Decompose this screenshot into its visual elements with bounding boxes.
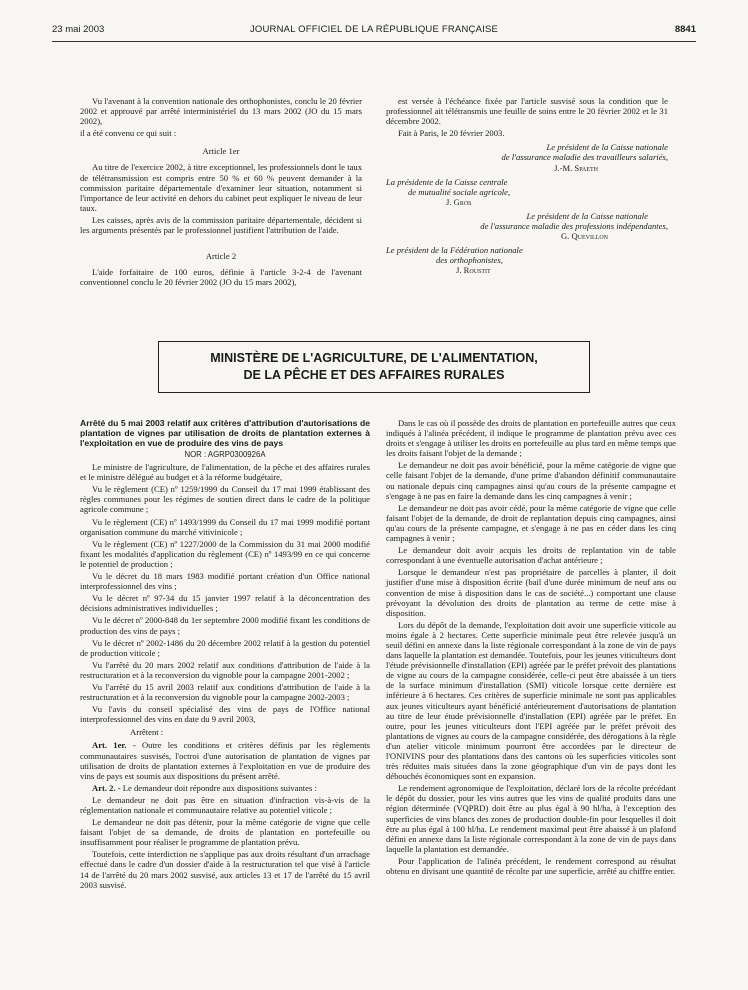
paragraph: Vu le décret nº 2000-848 du 1er septembre 2000 modifié fixant les conditions de production des vins de pays ; — [80, 615, 370, 636]
paragraph: Dans le cas où il possède des droits de plantation en portefeuille autres que ceux indiqués à l'alinéa précédent, il indique le programme de plantation prévu avec ces droits et s'engage à utiliser les droits en portefeuille au plus tard en même temps que les droits faisant l'objet de la demande ; — [386, 418, 676, 459]
paragraph: Le rendement agronomique de l'exploitation, déclaré lors de la récolte précédant le dépôt du dossier, pour les vins autres que les vins de qualité produits dans une région déterminée (VQPRD) doit être au plus égal à 90 hl/ha, à l'exception des superficies de vins blancs des zones de production double-fin pour lesquelles il doit être au plus égal à 100 hl/ha. Le rendement maximal peut être abaissé à un plafond défini en annexe dans la liste régionale correspondant à la zone de vin de pays dans laquelle la plantation est demandée. — [386, 783, 676, 854]
paragraph: Toutefois, cette interdiction ne s'applique pas aux droits résultant d'un arrachage effectué dans le cadre d'un dossier d'aide à la restructuration tel que visé à l'article 14 de l'arrêté du 20 mars 2002 susvisé, aux articles 13 et 17 de l'arrêté du 15 avril 2003 susvisé. — [80, 849, 370, 890]
article-1-title: Article 1er — [202, 146, 240, 157]
journal-title: JOURNAL OFFICIEL DE LA RÉPUBLIQUE FRANÇAISE — [249, 24, 499, 35]
ministry-heading-box — [158, 341, 590, 393]
article-1-label: Art. 1er. - — [92, 740, 136, 751]
page-number: 8841 — [674, 24, 696, 35]
bottom-left-column — [80, 418, 370, 892]
paragraph: L'aide forfaitaire de 100 euros, définie à l'article 3-2-4 de l'avenant conventionnel conclu le 20 février 2002 (JO du 15 mars 2002), — [80, 267, 362, 288]
paragraph: Le demandeur doit avoir acquis les droits de replantation vin de table correspondant à une éventuelle autorisation d'achat antérieure ; — [386, 545, 676, 566]
arretent: Arrêtent : — [130, 727, 164, 738]
paragraph: Les caisses, après avis de la commission paritaire départementale, décident si les arguments présentés par le professionnel justifient l'attribution de l'aide. — [80, 214, 362, 236]
paragraph: Vu le règlement (CE) nº 1227/2000 de la Commission du 31 mai 2000 modifié fixant les modalités d'application du règlement (CE) nº 1493/99 en ce qui concerne le potentiel de production ; — [80, 538, 370, 569]
paragraph: Au titre de l'exercice 2002, à titre exceptionnel, les professionnels dont le taux de télétransmission est compris entre 50 % et 60 % peuvent demander à la commission paritaire départementale d'examiner leur situation, notamment si l'importance de leur activité en dehors du cabinet peut expliquer le niveau de leur taux. — [80, 162, 362, 213]
paragraph: Vu le décret nº 97-34 du 15 janvier 1997 relatif à la déconcentration des décisions administratives individuelles ; — [80, 593, 370, 614]
paragraph: il a été convenu ce qui suit : — [80, 128, 177, 139]
paragraph: Vu le décret du 18 mars 1983 modifié portant création d'un Office national interprofessionnel des vins ; — [80, 571, 370, 592]
paragraph: Pour l'application de l'alinéa précédent, le rendement correspond au résultat obtenu en divisant une quantité de récolte par une superficie, arrêté au chiffre entier. — [386, 855, 676, 877]
paragraph: Vu l'avis du conseil spécialisé des vins de pays de l'Office national interprofessionnel des vins en date du 9 avril 2003, — [80, 704, 370, 725]
arrete-title: Arrêté du 5 mai 2003 relatif aux critères d'attribution d'autorisations de plantation de vignes par utilisation de droits de plantation externes à l'exploitation en vue de produire des vins de pays — [80, 418, 370, 448]
paragraph: Vu le décret nº 2002-1486 du 20 décembre 2002 relatif à la gestion du potentiel de production viticole ; — [80, 637, 370, 658]
header-date: 23 mai 2003 — [52, 24, 105, 35]
top-right-column — [386, 96, 668, 276]
article-1 — [80, 740, 370, 780]
signature-block: Le président de la Caisse nationale de l'assurance maladie des professions indépendantes, G. Quevillon — [480, 210, 668, 242]
paragraph: Vu le règlement (CE) nº 1493/1999 du Conseil du 17 mai 1999 modifié portant organisation commune du marché vitivinicole ; — [80, 516, 370, 537]
paragraph: Le demandeur ne doit pas détenir, pour la même catégorie de vigne que celle faisant l'objet de sa demande, de droits de plantation en portefeuille ou insuffisamment pour réaliser le programme de plantation prévu. — [80, 817, 370, 848]
top-left-column — [80, 96, 362, 289]
nor-reference: NOR : AGRP0300926A — [184, 450, 266, 459]
paragraph: Vu l'arrêté du 15 avril 2003 relatif aux conditions d'attribution de l'aide à la restructuration et à la reconversion du vignoble pour la campagne 2002-2003 ; — [80, 681, 370, 703]
paragraph: Lorsque le demandeur n'est pas propriétaire de parcelles à planter, il doit justifier d'une mise à disposition écrite (bail d'une durée minimum de neuf ans ou convention de mise à disposition dans le cas de société...) comportant une clause prévoyant la dévolution des droits de plantation au terme de cette mise à disposition. — [386, 567, 676, 618]
paragraph: Le demandeur ne doit pas avoir cédé, pour la même catégorie de vigne que celle faisant l'objet de la demande, de droit de replantation depuis cinq campagnes, ainsi qu'au cours de la présente campagne, et s'engage à ne pas en céder dans les cinq campagnes à venir ; — [386, 502, 676, 544]
paragraph: est versée à l'échéance fixée par l'article susvisé sous la condition que le professionnel ait télétransmis une feuille de soins entre le 20 février 2002 et le 31 décembre 2002. — [386, 96, 668, 127]
article-2-title: Article 2 — [205, 251, 237, 262]
paragraph: Vu l'avenant à la convention nationale des orthophonistes, conclu le 20 février 2002 et approuvé par arrêté interministériel du 13 mars 2002 (JO du 15 mars 2002), — [80, 96, 362, 127]
signature-block: La présidente de la Caisse centrale de mutualité sociale agricole, J. Gros — [386, 176, 511, 207]
header-rule — [52, 41, 696, 42]
paragraph: Vu le règlement (CE) nº 1259/1999 du Conseil du 17 mai 1999 établissant des règles communes pour les régimes de soutien direct dans le cadre de la politique agricole commune ; — [80, 484, 370, 515]
article-2-text: Le demandeur doit répondre aux dispositions suivantes : — [122, 782, 317, 793]
paragraph: Lors du dépôt de la demande, l'exploitation doit avoir une superficie viticole au moins égale à 2 hectares. Cette superficie minimale peut être relevée jusqu'à un seuil défini en annexe dans la liste régionale correspondant à la zone de vin de pays dans laquelle la plantation est demandée. Toutefois, pour les jeunes viticulteurs dont l'étude prévisionnelle d'installation (EPI) agréée par le préfet prévoit des plantations de vigne au cours de la campagne considérée, celle-ci peut être abaissée à un tiers de la surface minimum d'installation (SMI) viticole lorsque cette dernière est inférieure à 6 hectares. Ces critères de superficie minimale ne sont pas applicables aux jeunes viticulteurs ayant bénéficié antérieurement d'autorisations de plantation au titre de leur étude prévisionnelle d'installation (EPI) agréée par le préfet. En outre, pour les jeunes viticulteurs dont l'EPI agréée par le préfet prévoit des plantations de vignes au cours de la campagne considérée, des dérogations à la règle d'un atelier viticole minimum pourront être accordées par le directeur de l'ONIVINS pour des plantations dans des cantons où les superficies viticoles sont très réduites mais situées dans la zone géographique d'un vin de pays dont les débouchés économiques sont en expansion. — [386, 619, 676, 782]
page-header — [52, 24, 696, 40]
signature-block: Le président de la Caisse nationale de l'assurance maladie des travailleurs salariés, J.-M. Spaeth — [501, 142, 668, 173]
signature-block: Le président de la Fédération nationale des orthophonistes, J. Roustit — [386, 245, 523, 276]
paragraph: Le demandeur ne doit pas avoir bénéficié, pour la même catégorie de vigne que celle faisant l'objet de la demande, d'une prime d'abandon définitif communautaire ou nationale depuis cinq campagnes ainsi qu'au cours de la présente campagne et s'engage à ne pas en faire la demande dans les cinq campagnes à venir ; — [386, 460, 676, 501]
article-1-text: Outre les conditions et critères définis par les règlements communautaires susvisés, l'octroi d'une autorisation de plantation de vignes par utilisation de droits de plantation externes à l'exploitation en vue de produire des vins de pays est soumis aux dispositions du présent arrêté. — [80, 740, 370, 781]
bottom-right-column — [386, 418, 676, 878]
article-2 — [80, 783, 370, 793]
paragraph: Vu l'arrêté du 20 mars 2002 relatif aux conditions d'attribution de l'aide à la restructuration et à la reconversion du vignoble pour la campagne 2001-2002 ; — [80, 659, 370, 680]
paragraph: Le demandeur ne doit pas être en situation d'infraction vis-à-vis de la réglementation nationale et communautaire relative au potentiel viticole ; — [80, 794, 370, 815]
paragraph: Le ministre de l'agriculture, de l'alimentation, de la pêche et des affaires rurales et le ministre délégué au budget et à la réforme budgétaire, — [80, 462, 370, 483]
place-date: Fait à Paris, le 20 février 2003. — [398, 128, 505, 139]
article-2-label: Art. 2. - — [92, 782, 121, 793]
ministry-title: MINISTÈRE DE L'AGRICULTURE, DE L'ALIMENTATION, DE LA PÊCHE ET DES AFFAIRES RURALES — [210, 351, 538, 382]
